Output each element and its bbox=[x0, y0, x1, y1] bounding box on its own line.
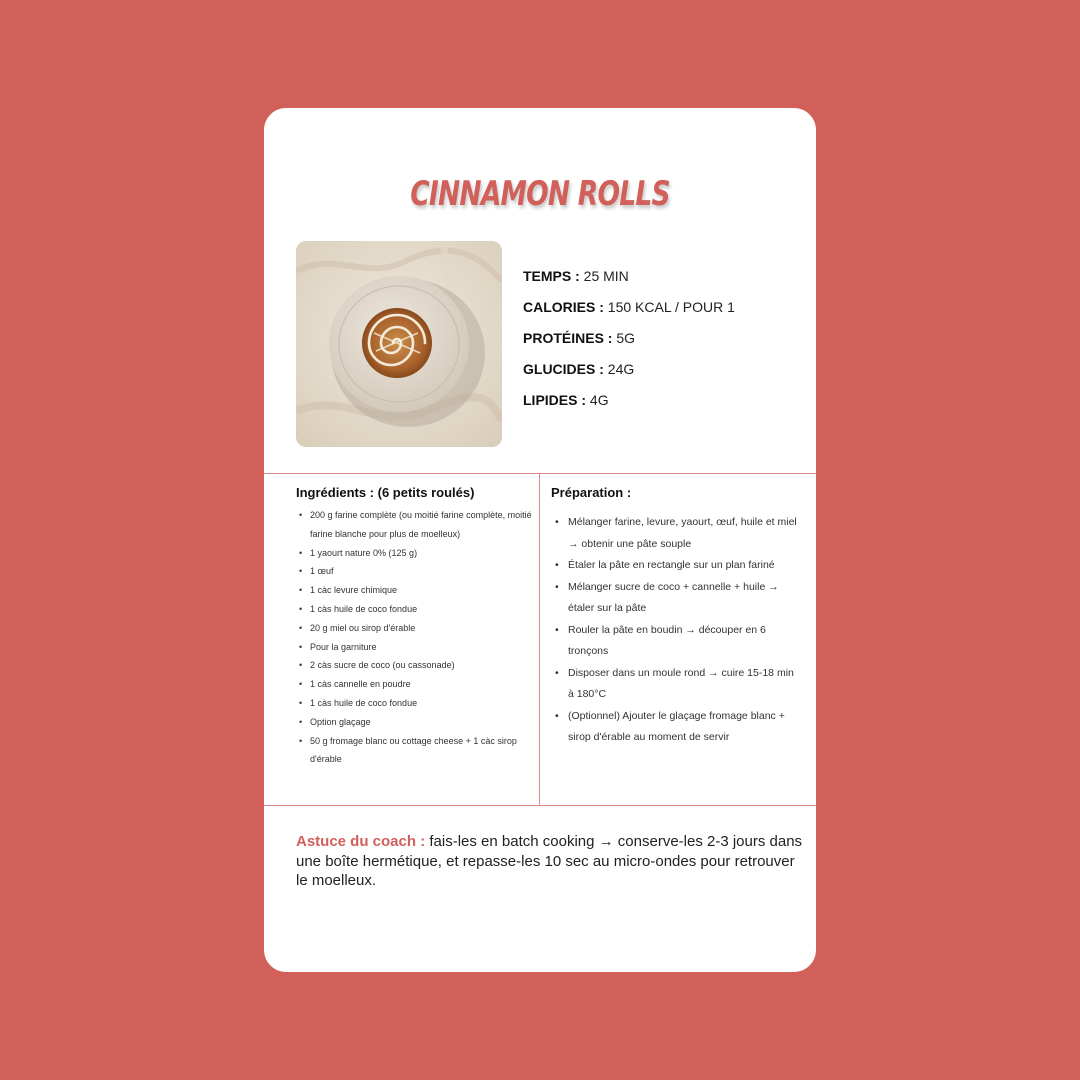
list-item: • Disposer dans un moule rond → cuire 15-18 min à 180°C bbox=[551, 663, 801, 706]
nutrition-stats bbox=[523, 268, 735, 423]
list-item: • 200 g farine complète (ou moitié farine complète, moitié farine blanche pour plus de moelleux) bbox=[296, 506, 532, 544]
list-item: • 1 càs huile de coco fondue bbox=[296, 694, 532, 713]
list-item: • 20 g miel ou sirop d'érable bbox=[296, 619, 532, 638]
stat-value: 25 MIN bbox=[583, 268, 629, 284]
list-item: • 1 càs huile de coco fondue bbox=[296, 600, 532, 619]
stat-fats bbox=[523, 392, 735, 410]
list-item: • 50 g fromage blanc ou cottage cheese + 1 càc sirop d'érable bbox=[296, 732, 532, 770]
coach-tip bbox=[296, 832, 806, 891]
stat-label: GLUCIDES : bbox=[523, 361, 604, 377]
preparation-title: Préparation : bbox=[551, 485, 632, 500]
tip-text: fais-les en batch cooking → conserve-les 2-3 jours dans une boîte hermétique, et repasse-les 10 sec au micro-ondes pour retrouver le moelleux. bbox=[296, 833, 803, 889]
list-item: • Option glaçage bbox=[296, 713, 532, 732]
list-item: • Mélanger farine, levure, yaourt, œuf, huile et miel → obtenir une pâte souple bbox=[551, 512, 801, 555]
divider bbox=[264, 473, 816, 474]
list-item: • 1 càc levure chimique bbox=[296, 581, 532, 600]
stat-carbs bbox=[523, 361, 735, 379]
ingredients-section bbox=[296, 485, 532, 769]
ingredients-list bbox=[296, 506, 532, 769]
list-item: • Étaler la pâte en rectangle sur un plan fariné bbox=[551, 555, 801, 577]
list-item: • (Optionnel) Ajouter le glaçage fromage blanc + sirop d'érable au moment de servir bbox=[551, 706, 801, 749]
column-divider bbox=[539, 473, 540, 806]
cinnamon-roll-photo bbox=[296, 241, 502, 447]
stat-value: 24G bbox=[607, 361, 635, 377]
list-item: • 2 càs sucre de coco (ou cassonade) bbox=[296, 656, 532, 675]
recipe-title: CINNAMON ROLLS bbox=[410, 174, 670, 214]
ingredients-title: Ingrédients : (6 petits roulés) bbox=[296, 485, 475, 500]
list-item: • Pour la garniture bbox=[296, 638, 532, 657]
divider bbox=[264, 805, 816, 806]
preparation-list bbox=[551, 512, 801, 749]
list-item: • Mélanger sucre de coco + cannelle + huile → étaler sur la pâte bbox=[551, 577, 801, 620]
list-item: • 1 yaourt nature 0% (125 g) bbox=[296, 544, 532, 563]
list-item: • 1 càs cannelle en poudre bbox=[296, 675, 532, 694]
tip-label: Astuce du coach : bbox=[296, 833, 426, 850]
list-item: • Rouler la pâte en boudin → découper en 6 tronçons bbox=[551, 620, 801, 663]
list-item: • 1 œuf bbox=[296, 562, 532, 581]
stat-value: 150 KCAL / POUR 1 bbox=[607, 299, 735, 315]
stat-value: 5G bbox=[616, 330, 636, 346]
stat-label: CALORIES : bbox=[523, 299, 604, 315]
stat-label: TEMPS : bbox=[523, 268, 580, 284]
stat-time bbox=[523, 268, 735, 286]
stat-proteins bbox=[523, 330, 735, 348]
stat-label: LIPIDES : bbox=[523, 392, 587, 408]
stat-value: 4G bbox=[589, 392, 609, 408]
stat-calories bbox=[523, 299, 735, 317]
preparation-section bbox=[551, 485, 801, 749]
recipe-card bbox=[264, 108, 816, 972]
stat-label: PROTÉINES : bbox=[523, 330, 613, 346]
